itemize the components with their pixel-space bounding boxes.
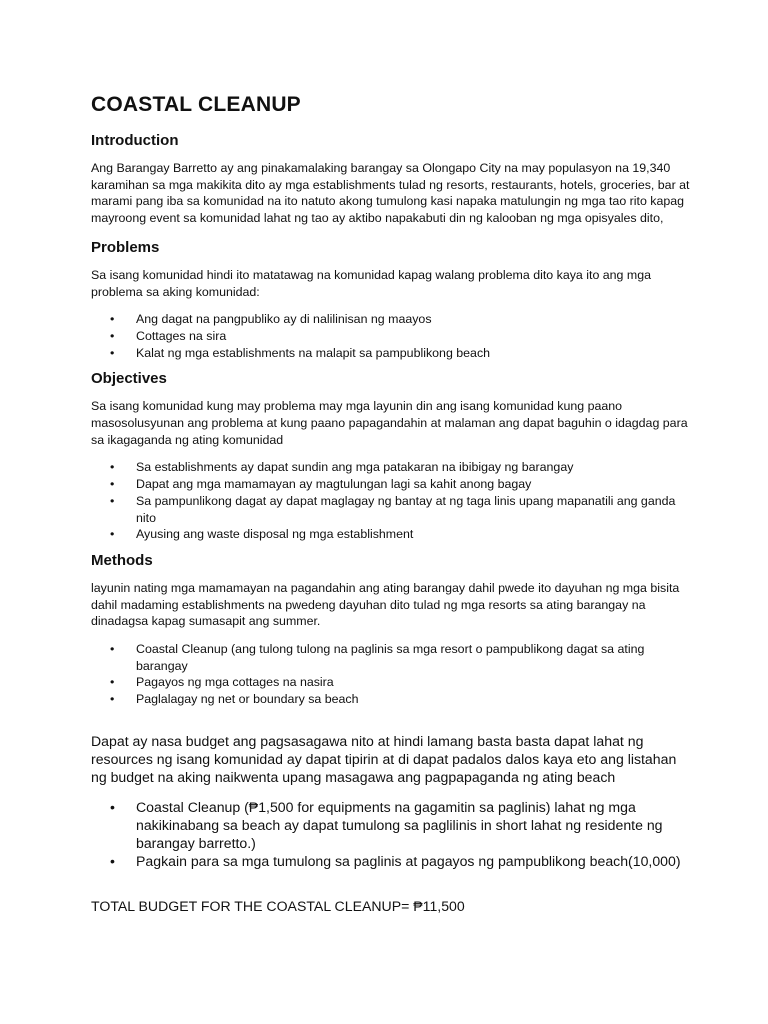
objectives-list bbox=[91, 459, 691, 543]
document-title: COASTAL CLEANUP bbox=[91, 93, 301, 116]
list-item: • Coastal Cleanup (ang tulong tulong na paglinis sa mga resort o pampublikong dagat sa ating barangay bbox=[91, 641, 691, 674]
list-item: • Ang dagat na pangpubliko ay di nalilinisan ng maayos bbox=[91, 311, 691, 328]
list-item: • Sa pampunlikong dagat ay dapat maglagay ng bantay at ng taga linis upang mapanatili ang ganda nito bbox=[91, 493, 691, 526]
list-item: • Dapat ang mga mamamayan ay magtulungan lagi sa kahit anong bagay bbox=[91, 476, 691, 493]
problems-section bbox=[91, 238, 691, 362]
budget-section bbox=[91, 732, 691, 915]
list-item: • Ayusing ang waste disposal ng mga establishment bbox=[91, 526, 691, 543]
list-item: • Pagkain para sa mga tumulong sa paglinis at pagayos ng pampublikong beach(10,000) bbox=[91, 852, 691, 870]
list-item: • Pagayos ng mga cottages na nasira bbox=[91, 674, 691, 691]
document-page bbox=[91, 92, 691, 915]
introduction-heading: Introduction bbox=[91, 132, 179, 149]
list-item: • Sa establishments ay dapat sundin ang mga patakaran na ibibigay ng barangay bbox=[91, 459, 691, 476]
problems-list bbox=[91, 311, 691, 361]
list-item: • Paglalagay ng net or boundary sa beach bbox=[91, 691, 691, 708]
total-budget: TOTAL BUDGET FOR THE COASTAL CLEANUP= ₱11,500 bbox=[91, 897, 465, 914]
problems-paragraph: Sa isang komunidad hindi ito matatawag na komunidad kapag walang problema dito kaya ito ang mga problema sa aking komunidad: bbox=[91, 267, 651, 299]
methods-list bbox=[91, 641, 691, 708]
list-item: • Cottages na sira bbox=[91, 328, 691, 345]
list-item: • Coastal Cleanup (₱1,500 for equipments na gagamitin sa paglinis) lahat ng mga nakikinabang sa beach ay dapat tumulong sa paglilinis in short lahat ng residente ng barangay barretto.) bbox=[91, 798, 691, 852]
introduction-section bbox=[91, 131, 691, 227]
methods-heading: Methods bbox=[91, 551, 153, 569]
objectives-paragraph: Sa isang komunidad kung may problema may mga layunin din ang isang komunidad kung paano masosolusyunan ang problema at kung paano papagandahin at malaman ang dapat baguhin o idagdag para sa ikagaganda ng ating komunidad bbox=[91, 399, 688, 447]
problems-heading: Problems bbox=[91, 238, 160, 256]
introduction-paragraph: Ang Barangay Barretto ay ang pinakamalaking barangay sa Olongapo City na may populasyon na 19,340 karamihan sa mga makikita dito ay mga establishments tulad ng resorts, restaurants, hotels, groceries, bar at marami pang iba sa komunidad na ito natuto akong tumulong kasi napaka matulungin ng mga tao rito kapag mayroong event sa komunidad lahat ng tao ay aktibo napakabuti din ng kalooban ng mga opisyales dito, bbox=[91, 161, 690, 226]
budget-paragraph: Dapat ay nasa budget ang pagsasagawa nito at hindi lamang basta basta dapat lahat ng resources ng isang komunidad ay dapat tipirin at di dapat padalos dalos kaya eto ang listahan ng budget na aking naikwenta upang masagawa ang pagpapaganda ng ating beach bbox=[91, 732, 677, 785]
objectives-heading: Objectives bbox=[91, 370, 167, 388]
methods-section bbox=[91, 551, 691, 708]
methods-paragraph: layunin nating mga mamamayan na pagandahin ang ating barangay dahil pwede ito dayuhan ng mga bisita dahil madaming establishments na pwedeng dayuhan dito tulad ng mga resorts sa ating barangay na dinadagsa kapag sumasapit ang summer. bbox=[91, 580, 680, 629]
objectives-section bbox=[91, 369, 691, 543]
budget-list bbox=[91, 798, 691, 870]
list-item: • Kalat ng mga establishments na malapit sa pampublikong beach bbox=[91, 345, 691, 362]
